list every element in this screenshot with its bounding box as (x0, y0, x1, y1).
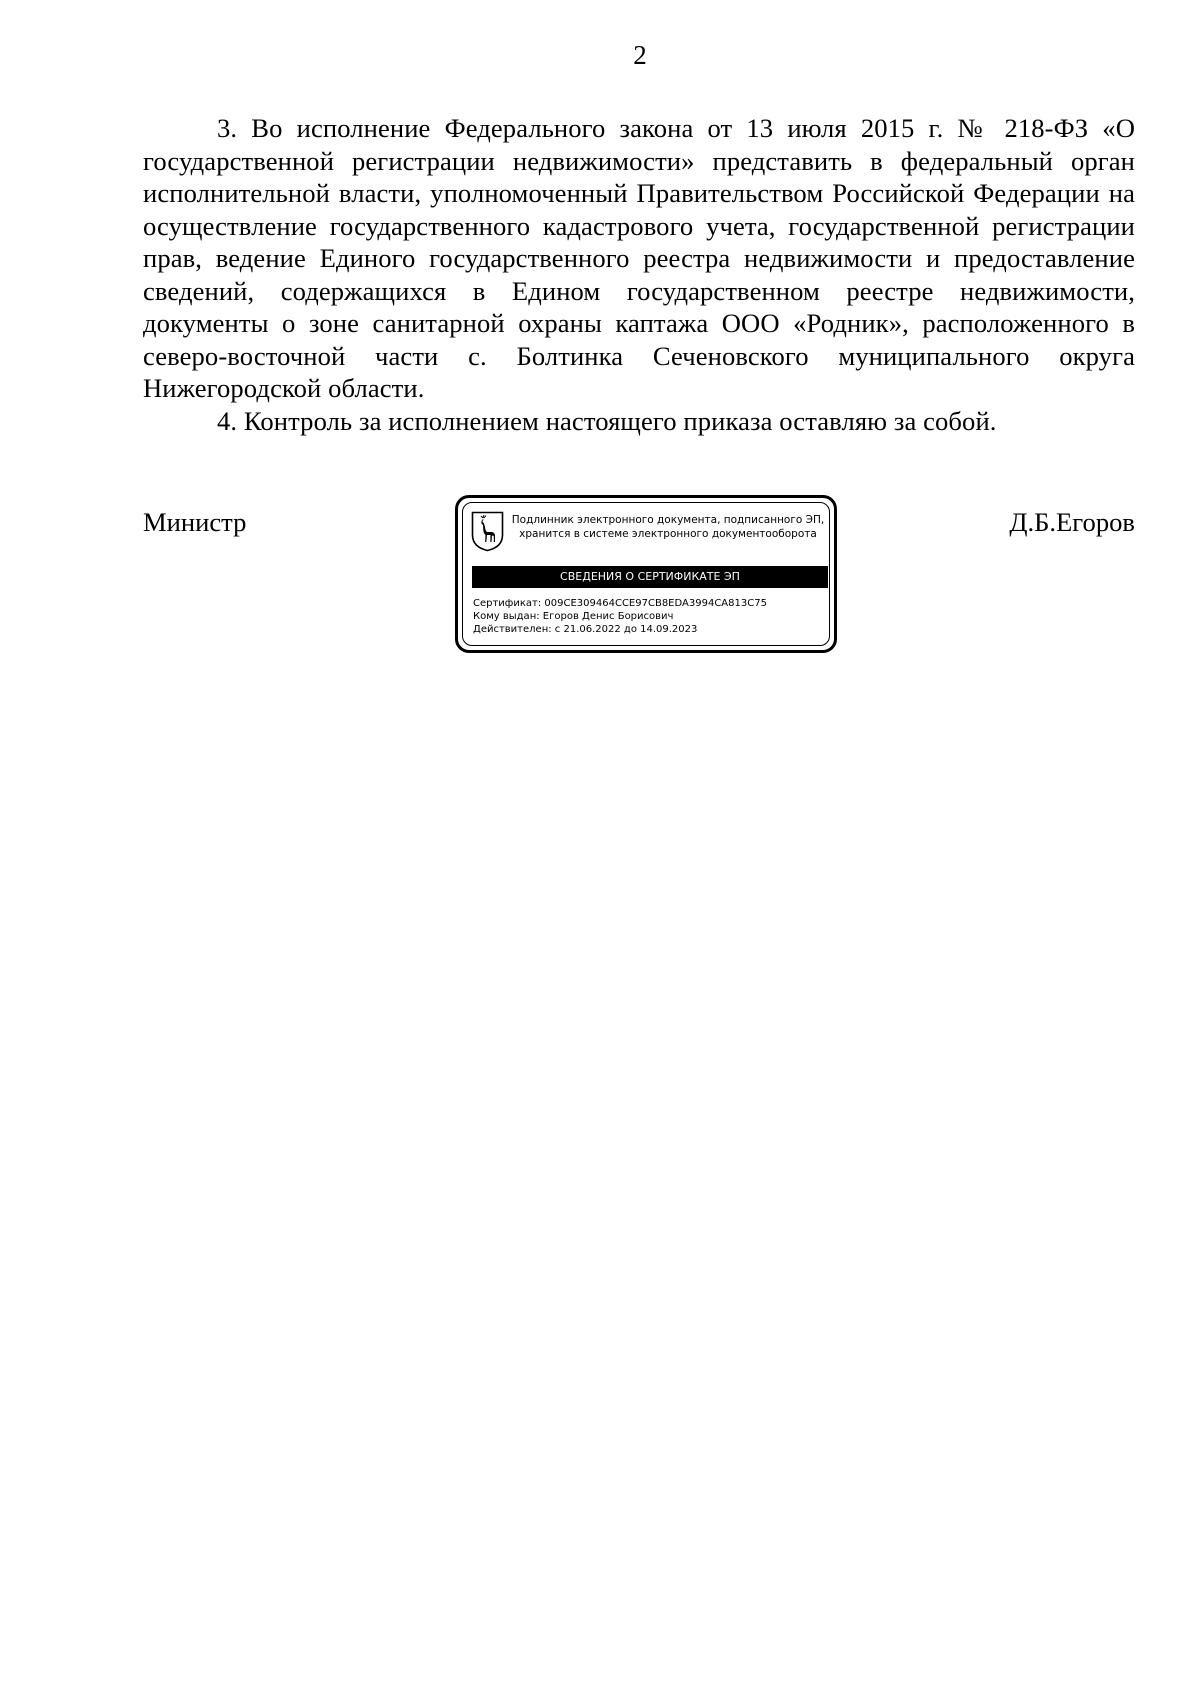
electronic-signature-stamp (455, 495, 837, 653)
stamp-header-line-2: хранится в системе электронного документооборота (519, 528, 817, 540)
stamp-header-line-1: Подлинник электронного документа, подписанного ЭП, (511, 514, 825, 526)
page-number: 2 (633, 40, 647, 70)
issued-to-row (473, 610, 767, 623)
stamp-header (508, 513, 828, 541)
nizhny-novgorod-deer-emblem-icon (471, 511, 504, 552)
issued-to-value: Егоров Денис Борисович (542, 611, 674, 622)
issued-to-label: Кому выдан: (473, 611, 540, 622)
validity-value: с 21.06.2022 до 14.09.2023 (554, 624, 698, 635)
certificate-label: Сертификат: (473, 598, 542, 609)
paragraph-4: 4. Контроль за исполнением настоящего приказа оставляю за собой. (217, 405, 997, 436)
paragraph-3: 3. Во исполнение Федерального закона от 13 июля 2015 г. № 218-ФЗ «О государственной регистрации недвижимости» представить в федеральный орган исполнительной власти, уполномоченный Правительством Российской Федерации на осуществление государственного кадастрового учета, государственной регистрации прав, ведение Единого государственного реестра недвижимости и предоставление сведений, содержащихся в Едином государственном реестре недвижимости, документы о зоне санитарной охраны каптажа ООО «Родник», расположенного в северо-восточной части с. Болтинка Сеченовского муниципального округа Нижегородской области. (143, 113, 1135, 403)
signatory-name: Д.Б.Егоров (1009, 507, 1135, 537)
stamp-title-bar: СВЕДЕНИЯ О СЕРТИФИКАТЕ ЭП (472, 566, 828, 588)
signatory-title: Министр (143, 507, 247, 537)
certificate-row (473, 597, 767, 610)
certificate-value: 009CE309464CCE97CB8EDA3994CA813C75 (544, 598, 767, 609)
validity-label: Действителен: (473, 624, 552, 635)
validity-row (473, 623, 767, 636)
stamp-certificate-details (473, 597, 767, 636)
document-body (143, 112, 1135, 437)
